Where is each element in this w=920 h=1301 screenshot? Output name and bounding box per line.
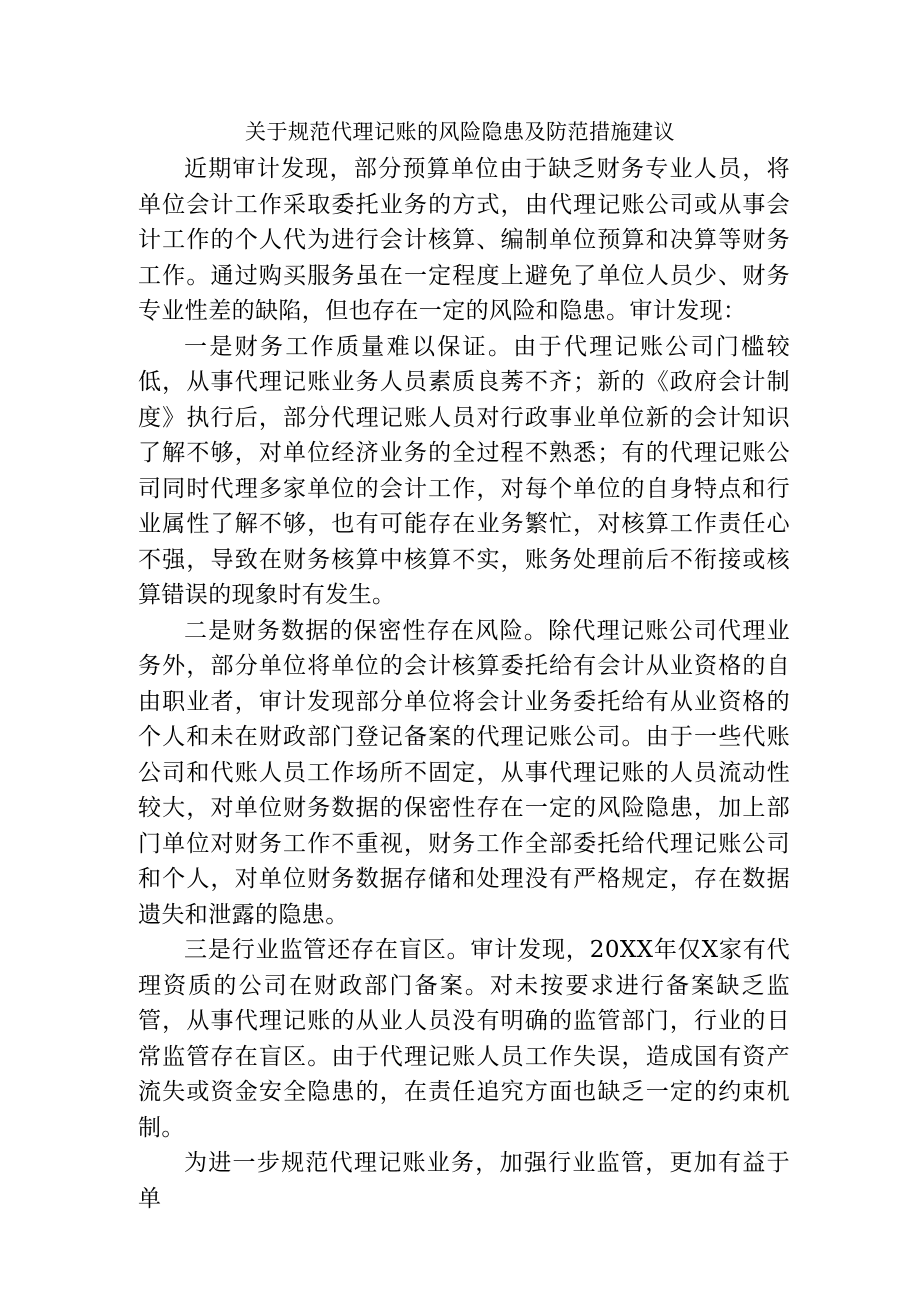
paragraph-point-two: 二是财务数据的保密性存在风险。除代理记账公司代理业务外，部分单位将单位的会计核算委托给有会计从业资格的自由职业者，审计发现部分单位将会计业务委托给有从业资格的个人和未在财政部门登记备案的代理记账公司。由于一些代账公司和代账人员工作场所不固定，从事代理记账的人员流动性较大，对单位财务数据的保密性存在一定的风险隐患，加上部门单位对财务工作不重视，财务工作全部委托给代理记账公司和个人，对单位财务数据存储和处理没有严格规定，存在数据遗失和泄露的隐患。 — [138, 617, 790, 928]
paragraph-point-one: 一是财务工作质量难以保证。由于代理记账公司门槛较低，从事代理记账业务人员素质良莠不齐；新的《政府会计制度》执行后，部分代理记账人员对行政事业单位新的会计知识了解不够，对单位经济业务的全过程不熟悉；有的代理记账公司同时代理多家单位的会计工作，对每个单位的自身特点和行业属性了解不够，也有可能存在业务繁忙，对核算工作责任心不强，导致在财务核算中核算不实，账务处理前后不衔接或核算错误的现象时有发生。 — [138, 333, 790, 608]
document-body — [138, 152, 790, 1217]
paragraph-recommendation: 为进一步规范代理记账业务，加强行业监管，更加有益于单 — [138, 1150, 790, 1212]
paragraph-point-three: 三是行业监管还存在盲区。审计发现，20XX年仅X家有代理资质的公司在财政部门备案。对未按要求进行备案缺乏监管，从事代理记账的从业人员没有明确的监管部门，行业的日常监管存在盲区。由于代理记账人员工作失误，造成国有资产流失或资金安全隐患的，在责任追究方面也缺乏一定的约束机制。 — [138, 937, 790, 1141]
document-title: 关于规范代理记账的风险隐患及防范措施建议 — [245, 120, 675, 144]
paragraph-intro: 近期审计发现，部分预算单位由于缺乏财务专业人员，将单位会计工作采取委托业务的方式，由代理记账公司或从事会计工作的个人代为进行会计核算、编制单位预算和决算等财务工作。通过购买服务虽在一定程度上避免了单位人员少、财务专业性差的缺陷，但也存在一定的风险和隐患。审计发现： — [138, 156, 790, 324]
